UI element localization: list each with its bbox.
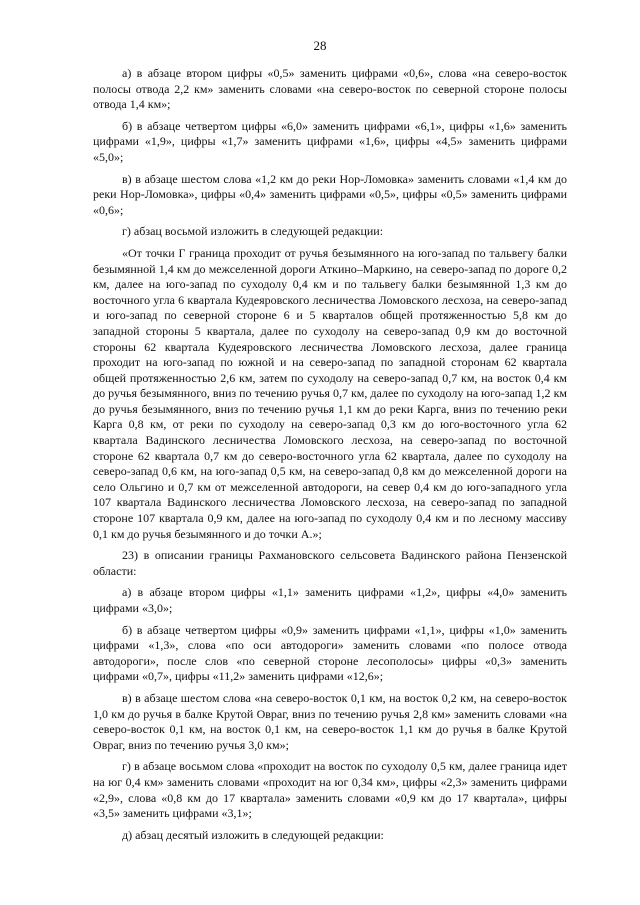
- paragraph-boundary-description: «От точки Г граница проходит от ручья безымянного на юго-запад по тальвегу балки безымянной 1,4 км до межселенной дороги Аткино–Маркино, на северо-запад по дороге 0,2 км, далее на юго-запад по суходолу 0,4 км и по тальвегу балки безымянной 1,3 км до восточного угла 6 квартала Кудеяровского лесничества Ломовского лесхоза, на северо-запад и юго-запад по северной стороне 6 и 5 кварталов общей протяженностью 5,8 км до западной стороны 5 квартала, далее по суходолу на северо-запад 0,9 км до восточной стороны 62 квартала Кудеяровского лесничества Ломовского лесхоза, далее граница проходит на юго-запад по южной и на северо-запад по западной сторонам 62 квартала общей протяженностью 2,6 км, затем по суходолу на северо-запад 0,7 км, на восток 0,4 км до ручья безымянного, вниз по течению ручья 0,7 км, далее по суходолу на юго-запад 1,2 км до ручья безымянного, вниз по течению ручья 1,1 км до реки Карга, вниз по течению реки Карга 0,8 км, от реки по суходолу на северо-запад 0,3 км до юго-восточного угла 62 квартала Вадинского лесничества Ломовского лесхоза, на северо-запад по восточной стороне 62 квартала 0,7 км до северо-восточного угла 62 квартала, далее по суходолу на северо-запад 0,6 км, на юго-запад 0,5 км, на северо-запад 0,8 км до межселенной дороги на село Ольгино и 0,7 км от межселенной автодороги, на север 0,4 км до юго-западного угла 107 квартала Вадинского лесничества Ломовского лесхоза, на северо-запад по западной стороне 107 квартала 0,9 км, далее на юго-запад по суходолу 0,4 км и по лесному массиву 0,1 км до ручья безымянного и до точки А.»;: [93, 245, 567, 541]
- paragraph-section-23-v: в) в абзаце шестом слова «на северо-восток 0,1 км, на восток 0,2 км, на северо-восток 1,0 км до ручья в балке Крутой Овраг, вниз по течению ручья 2,8 км» заменить словами «на северо-восток 0,1 км, на восток 0,1 км, на северо-восток 1,1 км до ручья в балке Крутой Овраг, вниз по течению ручья 3,0 км»;: [93, 690, 567, 752]
- paragraph-amend-v: в) в абзаце шестом слова «1,2 км до реки Нор-Ломовка» заменить словами «1,4 км до реки Нор-Ломовка», цифры «0,4» заменить цифрами «0,5», цифры «0,5» заменить цифрами «0,6»;: [93, 171, 567, 217]
- paragraph-amend-g: г) абзац восьмой изложить в следующей редакции:: [122, 224, 384, 239]
- paragraph-section-23-d: д) абзац десятый изложить в следующей редакции:: [122, 827, 384, 842]
- paragraph-section-23: 23) в описании границы Рахмановского сельсовета Вадинского района Пензенской области:: [93, 548, 567, 578]
- paragraph-section-23-g: г) в абзаце восьмом слова «проходит на восток по суходолу 0,5 км, далее граница идет на юг 0,4 км» заменить словами «проходит на юг 0,34 км», цифры «2,3» заменить цифрами «2,9», слова «0,8 км до 17 квартала» заменить словами «0,9 км до 17 квартала», цифры «3,5» заменить цифрами «3,1»;: [93, 759, 567, 821]
- document-body: [93, 66, 567, 849]
- paragraph-section-23-b: б) в абзаце четвертом цифры «0,9» заменить цифрами «1,1», цифры «1,0» заменить цифрами «1,3», слова «по оси автодороги» заменить словами «по полосе отвода автодороги», после слов «по северной стороне лесополосы» цифры «0,3» заменить цифрами «0,7», цифры «11,2» заменить цифрами «12,6»;: [93, 622, 567, 684]
- paragraph-amend-a: а) в абзаце втором цифры «0,5» заменить цифрами «0,6», слова «на северо-восток полосы отвода 2,2 км» заменить словами «на северо-восток по северной стороне полосы отвода 1,4 км»;: [93, 66, 567, 112]
- page-number: 28: [313, 38, 327, 53]
- paragraph-amend-b: б) в абзаце четвертом цифры «6,0» заменить цифрами «6,1», цифры «1,6» заменить цифрами «1,9», цифры «1,7» заменить цифрами «1,6», цифры «4,5» заменить цифрами «5,0»;: [93, 118, 567, 164]
- paragraph-section-23-a: а) в абзаце втором цифры «1,1» заменить цифрами «1,2», цифры «4,0» заменить цифрами «3,0»;: [93, 585, 567, 615]
